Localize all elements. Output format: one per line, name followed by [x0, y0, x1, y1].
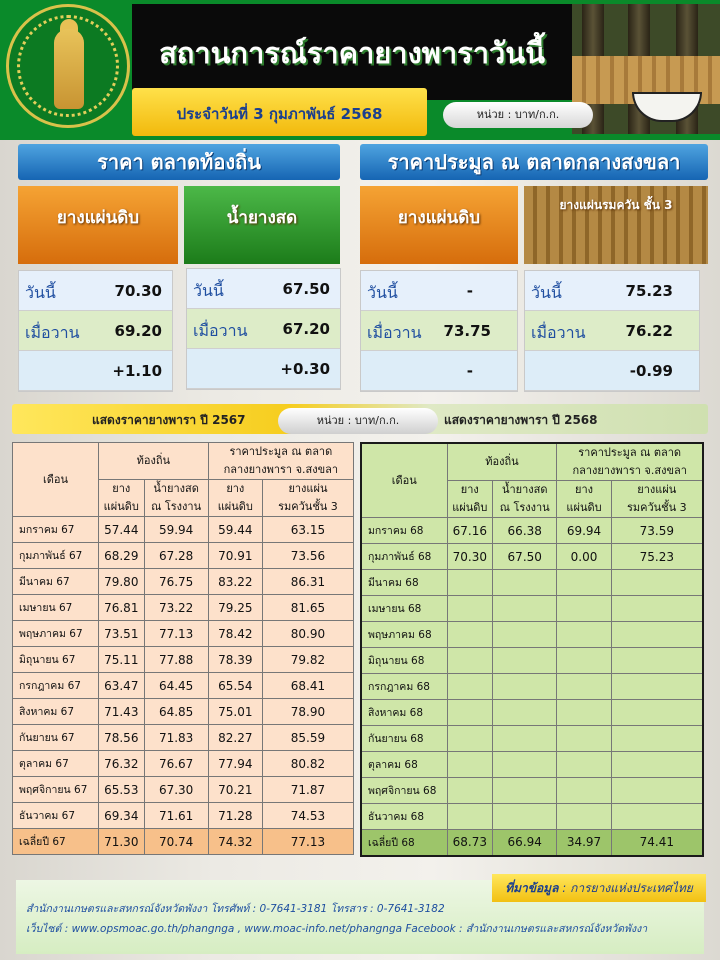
table-row [13, 621, 354, 647]
price-cell: 73.56 [262, 543, 353, 569]
table-row [361, 570, 703, 596]
price-cell: 79.80 [99, 569, 145, 595]
price-cell: 0.00 [557, 544, 611, 570]
provincial-logo [6, 4, 130, 128]
price-cell [493, 778, 557, 804]
month-cell: ธันวาคม 67 [13, 803, 99, 829]
section-local-market: ราคา ตลาดท้องถิ่น [18, 144, 340, 180]
product-header-central-sheet: ยางแผ่นดิบ [360, 186, 518, 264]
month-cell: กุมภาพันธ์ 67 [13, 543, 99, 569]
price-cell [447, 596, 493, 622]
price-cell: 75.01 [208, 699, 262, 725]
month-cell: สิงหาคม 67 [13, 699, 99, 725]
price-cell: 79.25 [208, 595, 262, 621]
price-cell: 86.31 [262, 569, 353, 595]
price-cell [447, 622, 493, 648]
contact-info: สำนักงานเกษตรและสหกรณ์จังหวัดพังงา โทรศัพท์ : 0-7641-3181 โทรสาร : 0-7641-3182 [26, 903, 445, 915]
table-row [361, 752, 703, 778]
price-change: -0.99 [629, 362, 673, 380]
price-cell: 81.65 [262, 595, 353, 621]
price-cell [557, 674, 611, 700]
price-cell: 77.13 [144, 621, 208, 647]
price-cell [447, 752, 493, 778]
price-cell: 79.82 [262, 647, 353, 673]
price-cell: 80.82 [262, 751, 353, 777]
website-info: เว็บไซต์ : www.opsmoac.go.th/phangnga , www.moac-info.net/phangnga Facebook : สำนักงานเกษตรและสหกรณ์จังหวัดพังงา [26, 923, 648, 935]
product-header-central-smoked: ยางแผ่นรมควัน ชั้น 3 [524, 186, 708, 264]
header-month: เดือน [361, 443, 447, 518]
price-cell [493, 570, 557, 596]
month-cell: ตุลาคม 68 [361, 752, 447, 778]
year-unit-label: หน่วย : บาท/ก.ก. [278, 408, 438, 434]
price-cell [557, 700, 611, 726]
today-label: วันนี้ [367, 283, 398, 302]
today-price: - [466, 282, 473, 300]
price-cell [611, 596, 703, 622]
price-cell [447, 648, 493, 674]
month-cell: เฉลี่ยปี 67 [13, 829, 99, 855]
month-cell: มิถุนายน 68 [361, 648, 447, 674]
price-cell: 71.28 [208, 803, 262, 829]
today-label: วันนี้ [193, 281, 224, 300]
price-cell: 59.94 [144, 517, 208, 543]
table-row [13, 673, 354, 699]
month-cell: กันยายน 68 [361, 726, 447, 752]
price-cell: 71.87 [262, 777, 353, 803]
price-cell: 71.61 [144, 803, 208, 829]
price-cell [447, 570, 493, 596]
today-price: 75.23 [625, 282, 673, 300]
average-row [13, 829, 354, 855]
price-cell: 66.38 [493, 518, 557, 544]
price-cell [611, 622, 703, 648]
month-cell: ธันวาคม 68 [361, 804, 447, 830]
month-cell: พฤศจิกายน 68 [361, 778, 447, 804]
table-row [13, 725, 354, 751]
header-local: ท้องถิ่น [99, 443, 209, 480]
yesterday-label: เมื่อวาน [531, 323, 586, 342]
price-cell: 65.54 [208, 673, 262, 699]
price-cell: 67.16 [447, 518, 493, 544]
month-cell: มีนาคม 68 [361, 570, 447, 596]
month-cell: มกราคม 68 [361, 518, 447, 544]
unit-label: หน่วย : บาท/ก.ก. [443, 102, 593, 128]
header-smoked: ยางแผ่น รมควันชั้น 3 [611, 481, 703, 518]
header-central: ราคาประมูล ณ ตลาด กลางยางพารา จ.สงขลา [557, 443, 703, 481]
table-row [361, 726, 703, 752]
month-cell: มกราคม 67 [13, 517, 99, 543]
month-cell: พฤษภาคม 68 [361, 622, 447, 648]
price-cell: 75.23 [611, 544, 703, 570]
price-cell [557, 570, 611, 596]
price-table-2568 [360, 442, 704, 857]
price-cell: 75.11 [99, 647, 145, 673]
month-cell: เมษายน 67 [13, 595, 99, 621]
header-central-sheet: ยาง แผ่นดิบ [208, 480, 262, 517]
price-card-central-sheet [360, 270, 518, 392]
price-cell: 77.94 [208, 751, 262, 777]
date-banner [132, 88, 427, 136]
price-cell: 71.30 [99, 829, 145, 855]
table-row [361, 544, 703, 570]
table-row [13, 595, 354, 621]
table-row [361, 648, 703, 674]
price-cell: 59.44 [208, 517, 262, 543]
data-source-badge: ที่มาข้อมูล : การยางแห่งประเทศไทย [492, 874, 706, 902]
header-smoked: ยางแผ่น รมควันชั้น 3 [262, 480, 353, 517]
price-cell: 74.53 [262, 803, 353, 829]
product-header-local-latex: น้ำยางสด [184, 186, 340, 264]
month-cell: เมษายน 68 [361, 596, 447, 622]
price-cell: 69.34 [99, 803, 145, 829]
price-cell: 85.59 [262, 725, 353, 751]
yesterday-label: เมื่อวาน [193, 321, 248, 340]
table-row [13, 803, 354, 829]
price-cell: 76.75 [144, 569, 208, 595]
header-central: ราคาประมูล ณ ตลาด กลางยางพารา จ.สงขลา [208, 443, 353, 480]
year-2567-label: แสดงราคายางพารา ปี 2567 [92, 413, 246, 427]
price-cell: 78.56 [99, 725, 145, 751]
price-cell [557, 804, 611, 830]
price-cell: 76.67 [144, 751, 208, 777]
price-cell: 77.13 [262, 829, 353, 855]
price-cell: 66.94 [493, 830, 557, 856]
price-cell: 70.74 [144, 829, 208, 855]
today-label: วันนี้ [25, 283, 56, 302]
price-cell [611, 752, 703, 778]
price-cell [557, 622, 611, 648]
header-latex: น้ำยางสด ณ โรงงาน [493, 481, 557, 518]
today-price: 70.30 [114, 282, 162, 300]
table-row [13, 777, 354, 803]
table-row [361, 804, 703, 830]
price-cell [557, 778, 611, 804]
price-cell: 69.94 [557, 518, 611, 544]
price-cell: 67.30 [144, 777, 208, 803]
price-cell: 67.28 [144, 543, 208, 569]
table-row [361, 674, 703, 700]
price-cell [493, 674, 557, 700]
price-cell: 70.30 [447, 544, 493, 570]
price-card-local-latex [186, 268, 341, 390]
price-cell: 63.47 [99, 673, 145, 699]
price-cell [447, 778, 493, 804]
month-cell: กันยายน 67 [13, 725, 99, 751]
price-cell: 74.32 [208, 829, 262, 855]
table-row [361, 622, 703, 648]
today-price: 67.50 [282, 280, 330, 298]
month-cell: กรกฎาคม 68 [361, 674, 447, 700]
yesterday-price: 67.20 [282, 320, 330, 338]
yesterday-label: เมื่อวาน [367, 323, 422, 342]
price-cell: 70.91 [208, 543, 262, 569]
month-cell: กรกฎาคม 67 [13, 673, 99, 699]
month-cell: ตุลาคม 67 [13, 751, 99, 777]
price-cell: 78.42 [208, 621, 262, 647]
price-cell: 76.32 [99, 751, 145, 777]
table-row [13, 647, 354, 673]
yesterday-price: 76.22 [625, 322, 673, 340]
price-cell: 64.45 [144, 673, 208, 699]
price-cell: 68.41 [262, 673, 353, 699]
header-sheet: ยาง แผ่นดิบ [99, 480, 145, 517]
date-label: ประจำวันที่ 3 กุมภาพันธ์ 2568 [176, 105, 383, 123]
yesterday-price: 69.20 [114, 322, 162, 340]
price-cell: 73.51 [99, 621, 145, 647]
table-row [13, 569, 354, 595]
month-cell: เฉลี่ยปี 68 [361, 830, 447, 856]
header-local: ท้องถิ่น [447, 443, 557, 481]
month-cell: พฤศจิกายน 67 [13, 777, 99, 803]
price-cell [493, 700, 557, 726]
table-row [13, 517, 354, 543]
product-header-local-sheet: ยางแผ่นดิบ [18, 186, 178, 264]
price-cell [611, 804, 703, 830]
month-cell: กุมภาพันธ์ 68 [361, 544, 447, 570]
price-cell [611, 648, 703, 674]
price-cell [611, 570, 703, 596]
price-cell [447, 674, 493, 700]
price-card-central-smoked [524, 270, 700, 392]
price-cell: 64.85 [144, 699, 208, 725]
table-row [13, 751, 354, 777]
price-change: +1.10 [112, 362, 162, 380]
price-cell: 71.43 [99, 699, 145, 725]
table-row [361, 596, 703, 622]
price-cell [493, 752, 557, 778]
price-cell [557, 596, 611, 622]
price-cell [447, 700, 493, 726]
month-cell: สิงหาคม 68 [361, 700, 447, 726]
price-change: +0.30 [280, 360, 330, 378]
price-cell: 80.90 [262, 621, 353, 647]
price-cell: 78.90 [262, 699, 353, 725]
price-table-2567 [12, 442, 354, 855]
price-cell: 70.21 [208, 777, 262, 803]
price-cell: 63.15 [262, 517, 353, 543]
price-cell [611, 700, 703, 726]
header-central-sheet: ยาง แผ่นดิบ [557, 481, 611, 518]
price-cell: 76.81 [99, 595, 145, 621]
price-cell [447, 804, 493, 830]
price-change: - [466, 362, 473, 380]
price-cell: 82.27 [208, 725, 262, 751]
rubber-tree-photo [572, 4, 720, 134]
price-cell: 68.29 [99, 543, 145, 569]
price-cell: 34.97 [557, 830, 611, 856]
price-cell [611, 674, 703, 700]
section-central-market: ราคาประมูล ณ ตลาดกลางสงขลา [360, 144, 708, 180]
price-cell [611, 778, 703, 804]
price-cell [447, 726, 493, 752]
average-row [361, 830, 703, 856]
header-month: เดือน [13, 443, 99, 517]
table-row [361, 778, 703, 804]
price-cell [557, 752, 611, 778]
table-row [361, 700, 703, 726]
yesterday-price: 73.75 [443, 322, 491, 340]
price-cell: 78.39 [208, 647, 262, 673]
table-row [13, 543, 354, 569]
price-cell [557, 726, 611, 752]
price-cell [493, 804, 557, 830]
header-latex: น้ำยางสด ณ โรงงาน [144, 480, 208, 517]
price-cell: 77.88 [144, 647, 208, 673]
yesterday-label: เมื่อวาน [25, 323, 80, 342]
price-cell [493, 726, 557, 752]
price-cell [493, 648, 557, 674]
price-cell [557, 648, 611, 674]
today-label: วันนี้ [531, 283, 562, 302]
table-row [361, 518, 703, 544]
price-cell: 73.59 [611, 518, 703, 544]
year-2568-label: แสดงราคายางพารา ปี 2568 [444, 413, 598, 427]
price-cell: 74.41 [611, 830, 703, 856]
page-title: สถานการณ์ราคายางพาราวันนี้ [159, 36, 545, 70]
price-cell: 83.22 [208, 569, 262, 595]
table-row [13, 699, 354, 725]
price-cell: 73.22 [144, 595, 208, 621]
month-cell: มิถุนายน 67 [13, 647, 99, 673]
price-cell: 57.44 [99, 517, 145, 543]
price-cell: 65.53 [99, 777, 145, 803]
price-cell [493, 596, 557, 622]
header-sheet: ยาง แผ่นดิบ [447, 481, 493, 518]
month-cell: มีนาคม 67 [13, 569, 99, 595]
price-cell [611, 726, 703, 752]
price-cell [493, 622, 557, 648]
price-cell: 68.73 [447, 830, 493, 856]
price-card-local-sheet [18, 270, 173, 392]
month-cell: พฤษภาคม 67 [13, 621, 99, 647]
price-cell: 71.83 [144, 725, 208, 751]
price-cell: 67.50 [493, 544, 557, 570]
